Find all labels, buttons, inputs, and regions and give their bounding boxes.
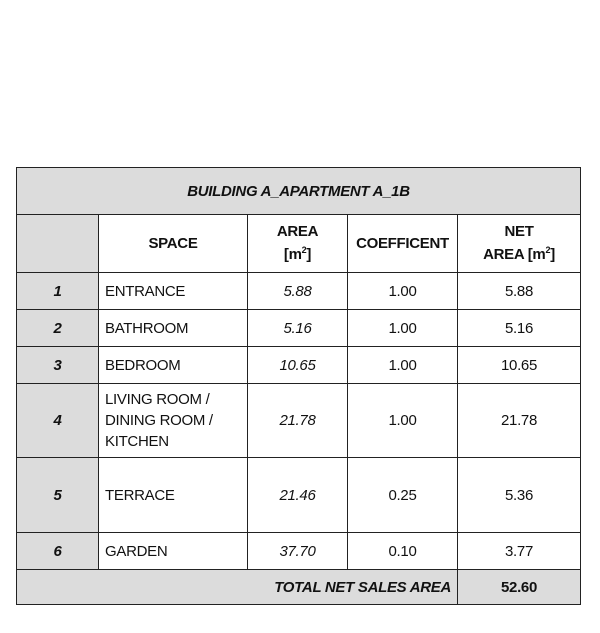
row-number: 1 [17, 273, 99, 310]
space-name: GARDEN [99, 533, 248, 570]
row-number: 5 [17, 458, 99, 533]
header-area-unit-sup: 2 [301, 245, 307, 255]
header-net-area [458, 215, 581, 273]
net-area-value: 21.78 [458, 384, 581, 458]
header-net-unit-post: ] [550, 246, 555, 263]
area-value: 21.46 [248, 458, 348, 533]
space-name: BEDROOM [99, 347, 248, 384]
header-area-unit-post: ] [306, 246, 312, 263]
total-label: TOTAL NET SALES AREA [17, 570, 458, 605]
net-area-value: 3.77 [458, 533, 581, 570]
total-row [17, 570, 581, 605]
coefficient-value: 0.25 [348, 458, 458, 533]
area-schedule-table [16, 167, 581, 605]
table-row [17, 310, 581, 347]
table-row [17, 458, 581, 533]
header-net-unit-pre: AREA [m [483, 246, 546, 263]
header-row [17, 215, 581, 273]
space-name: BATHROOM [99, 310, 248, 347]
coefficient-value: 1.00 [348, 273, 458, 310]
row-number: 2 [17, 310, 99, 347]
table-row [17, 347, 581, 384]
title-row [17, 168, 581, 215]
space-name: ENTRANCE [99, 273, 248, 310]
header-coefficient: COEFFICENT [348, 215, 458, 273]
header-area [248, 215, 348, 273]
area-value: 5.88 [248, 273, 348, 310]
space-name [99, 384, 248, 458]
area-value: 37.70 [248, 533, 348, 570]
net-area-value: 5.36 [458, 458, 581, 533]
table-title: BUILDING A_APARTMENT A_1B [17, 168, 581, 215]
coefficient-value: 1.00 [348, 310, 458, 347]
space-name-line: DINING ROOM / [105, 412, 213, 429]
coefficient-value: 1.00 [348, 347, 458, 384]
area-value: 10.65 [248, 347, 348, 384]
header-area-unit-pre: [m [283, 246, 302, 263]
coefficient-value: 1.00 [348, 384, 458, 458]
net-area-value: 5.88 [458, 273, 581, 310]
net-area-value: 10.65 [458, 347, 581, 384]
area-value: 5.16 [248, 310, 348, 347]
net-area-value: 5.16 [458, 310, 581, 347]
table-row [17, 273, 581, 310]
header-net-unit-sup: 2 [545, 245, 551, 255]
header-area-label: AREA [276, 223, 319, 240]
table-row [17, 384, 581, 458]
row-number: 6 [17, 533, 99, 570]
header-number [17, 215, 99, 273]
table-row [17, 533, 581, 570]
area-value: 21.78 [248, 384, 348, 458]
space-name-line: KITCHEN [105, 433, 169, 450]
row-number: 3 [17, 347, 99, 384]
coefficient-value: 0.10 [348, 533, 458, 570]
header-space: SPACE [99, 215, 248, 273]
row-number: 4 [17, 384, 99, 458]
total-value: 52.60 [458, 570, 581, 605]
header-net-label: NET [504, 223, 534, 240]
space-name-line: LIVING ROOM / [105, 391, 210, 408]
space-name: TERRACE [99, 458, 248, 533]
